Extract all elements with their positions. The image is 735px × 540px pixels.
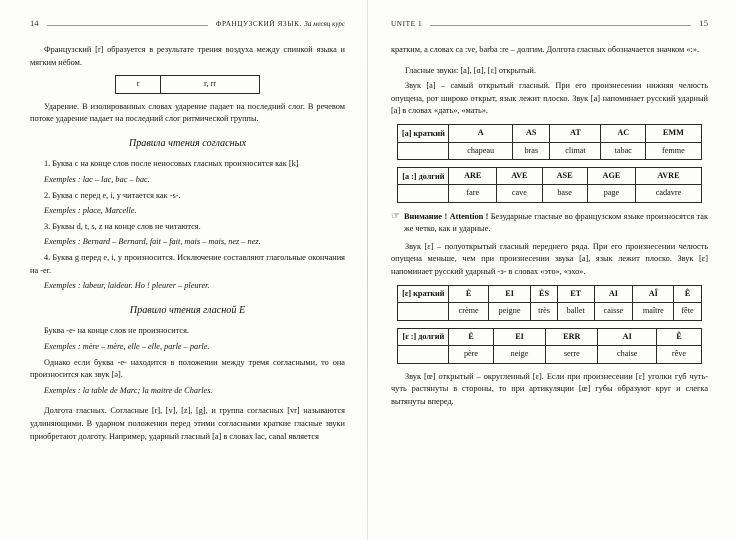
table-sound-e-short — [397, 285, 701, 321]
word-cell: caisse — [594, 303, 633, 320]
example-6: Exemples : la table de Marc; la maitre de Charles. — [44, 385, 213, 395]
rule-3: 3. Буквы d, t, s, z на конце слов не читаются. — [44, 221, 201, 231]
right-folio: 15 — [699, 18, 708, 28]
left-head-rule — [47, 25, 208, 26]
head-cell: EI — [488, 285, 530, 302]
head-cell: ERR — [546, 328, 598, 345]
empty-cell — [398, 185, 449, 202]
attention-body: Безударные гласные во французском языке произносятся так же четко, как и ударные. — [403, 211, 708, 234]
example-4: Exemples : labeur, laideur. Ho ! pleurer – pleurer. — [44, 281, 210, 291]
head-cell: AGE — [587, 167, 636, 184]
heading-consonant-rules: Правила чтения согласных — [128, 137, 247, 149]
word-cell: serre — [546, 346, 598, 363]
word-cell: peigne — [488, 303, 530, 320]
left-head-title: ФРАНЦУЗСКИЙ ЯЗЫК. За месяц курс — [215, 20, 345, 28]
table-row — [398, 328, 701, 345]
word-cell: page — [587, 185, 636, 202]
head-cell: AS — [513, 125, 550, 142]
word-cell: cave — [497, 185, 543, 202]
word-cell: maître — [633, 303, 674, 320]
left-body — [30, 44, 345, 443]
word-cell: fête — [674, 303, 701, 320]
right-head-title: UNITE 1 — [391, 20, 423, 28]
label-e-short: [ɛ] краткий — [398, 285, 449, 302]
rule-4: 4. Буква g перед e, i, y произносится. Исключение составляют глагольные окончания на -er. — [30, 253, 345, 275]
head-cell: AI — [598, 328, 657, 345]
table-row — [398, 142, 701, 159]
head-cell: AI — [594, 285, 633, 302]
word-cell: climat — [550, 142, 601, 159]
word-cell: cadavre — [636, 185, 701, 202]
table-sound-a-short — [397, 124, 701, 160]
paragraph-stress: Ударение. В изолированных словах ударение падает на последний слог. В речевом потоке ударение падает на последний слог ритмической группы. — [30, 101, 345, 124]
left-page — [0, 0, 367, 540]
empty-cell — [398, 303, 449, 320]
word-cell: femme — [646, 142, 702, 159]
example-3: Exemples : Bernard – Bernard, fait – fait, mais – mais, nez – nez. — [44, 237, 261, 247]
empty-cell — [398, 346, 449, 363]
example-5: Exemples : mère – mère, elle – elle, parle – parle. — [44, 342, 210, 351]
paragraph-length-continued: кратким, а словах ca :ve, barba :re – долгим. Долгота гласных обозначается значком «:». — [391, 45, 700, 54]
label-a-short: [a] краткий — [398, 125, 449, 142]
paragraph-sound-oe: Звук [œ] открытый – округленный [ɛ]. Если при произнесении [ɛ] уголки губ чуть-чуть растянуты в стороны, то при артикуляции [œ] губы образуют круг и слегка вытянуты вперед. — [391, 371, 708, 406]
word-cell: chapeau — [449, 142, 513, 159]
word-cell: père — [449, 346, 493, 363]
table-letter-r — [115, 75, 260, 93]
word-cell: neige — [493, 346, 546, 363]
paragraph-sound-e: Звук [ɛ] – полуоткрытый гласный переднего ряда. При его произнесении челюсть опущена меньше, чем при произнесении звука [a], язык лежит плоско. Звук [ɛ] напоминает русский ударный -э- в словах «это», «эхо». — [391, 241, 708, 277]
table-row — [398, 167, 701, 184]
attention-text — [404, 211, 708, 236]
paragraph-sound-a: Звук [a] – самый открытый гласный. При его произнесении нижняя челюсть опущена, рот широко открыт, язык лежит плоско. Звук [a] напоминает русский ударный [а] в словах «дать», «мать». — [391, 81, 708, 116]
cell-sound-r: r — [116, 76, 161, 93]
rule-5: Буква -e- на конце слов не произносится. — [44, 326, 190, 336]
left-folio: 14 — [30, 18, 39, 28]
word-cell: chaise — [598, 346, 657, 363]
word-cell: crème — [449, 303, 489, 320]
table-row — [398, 285, 701, 302]
head-cell: AC — [601, 125, 646, 142]
word-cell: bras — [513, 142, 550, 159]
head-cell: Ê — [674, 285, 701, 302]
paragraph-vowel-list: Гласные звуки: [a], [ɑ], [ɛ] открытый. — [405, 65, 536, 75]
head-cell: ET — [557, 285, 594, 302]
word-cell: tabac — [601, 142, 646, 159]
head-cell: ASE — [542, 167, 587, 184]
right-page — [367, 0, 734, 540]
head-cell: È — [449, 285, 489, 302]
head-cell: ARE — [449, 167, 497, 184]
left-running-head — [30, 18, 345, 32]
cell-letters-r: r, rr — [161, 76, 260, 93]
word-cell: très — [531, 303, 558, 320]
right-body — [391, 44, 708, 408]
head-cell: AVRE — [636, 167, 701, 184]
word-cell: fare — [449, 185, 497, 202]
heading-vowel-e-rule: Правило чтения гласной Е — [129, 304, 246, 316]
paragraph-vowel-length: Долгота гласных. Согласные [r], [v], [z], [g], и группа согласных [vr] называются удлиняющими. В ударном положении перед этими согласными краткие гласные звуки приобретают долготу. Например, ударный гласный [a] в словах lac, canal является — [30, 406, 345, 441]
word-cell: base — [542, 185, 587, 202]
table-row — [398, 125, 701, 142]
paragraph-r-sound: Французский [r] образуется в результате трения воздуха между спинкой языка и мягким нёбом. — [30, 45, 345, 67]
word-cell: ballet — [557, 303, 594, 320]
head-cell: EMM — [646, 125, 702, 142]
attention-note — [391, 211, 708, 236]
table-row — [398, 346, 701, 363]
head-cell: È — [449, 328, 493, 345]
head-cell: Ê — [657, 328, 701, 345]
table-sound-e-long — [397, 328, 701, 364]
attention-title: Внимание ! Attention ! — [403, 211, 489, 221]
rule-1: 1. Буква с на конце слов после неносовых гласных произносится как [k] — [44, 159, 299, 169]
word-cell: rêve — [657, 346, 701, 363]
right-running-head — [391, 18, 708, 32]
empty-cell — [398, 142, 449, 159]
table-row — [116, 76, 260, 93]
table-row — [398, 303, 701, 320]
head-cell: EI — [493, 328, 546, 345]
rule-6: Однако если буква -e- находится в положении между тремя согласными, то она произносится как звук [ə]. — [30, 357, 345, 380]
pointing-hand-icon: ☞ — [391, 210, 400, 222]
rule-2: 2. Буква с перед e, i, y читается как -s-. — [44, 190, 181, 200]
head-cell: ÈS — [531, 285, 558, 302]
head-cell: AVE — [497, 167, 543, 184]
table-row — [398, 185, 701, 202]
label-a-long: [a :] долгий — [398, 167, 449, 184]
head-cell: AT — [550, 125, 601, 142]
example-2: Exemples : place, Marcelle. — [44, 206, 137, 216]
head-cell: A — [449, 125, 513, 142]
example-1: Exemples : lac – lac, bac – bac. — [44, 175, 150, 185]
right-head-rule — [430, 25, 691, 26]
table-sound-a-long — [397, 167, 701, 203]
head-cell: AÎ — [633, 285, 674, 302]
label-e-long: [ɛ :] долгий — [398, 328, 449, 345]
